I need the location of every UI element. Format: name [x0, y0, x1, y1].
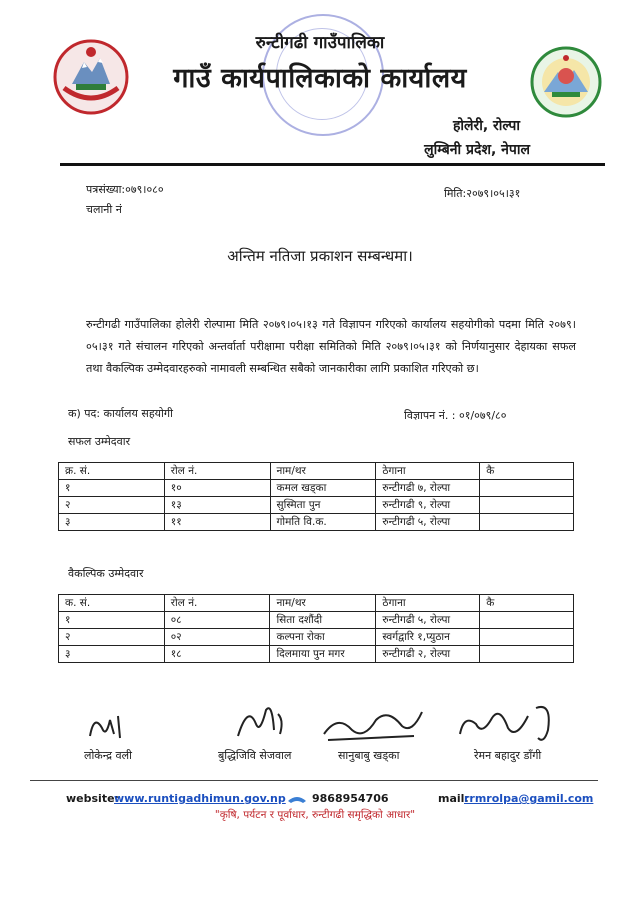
roll-cell: १३: [164, 497, 270, 514]
table-row: [59, 646, 574, 663]
website-link[interactable]: www.runtigadhimun.gov.np: [114, 792, 286, 805]
successful-title: सफल उम्मेदवार: [68, 435, 131, 448]
serial-cell: ३: [59, 646, 165, 663]
remarks-cell: [480, 612, 574, 629]
footer-divider: [30, 780, 598, 781]
address-cell: रुन्टीगढी ५, रोल्पा: [376, 514, 480, 531]
phone-icon: [286, 790, 308, 809]
serial-cell: १: [59, 480, 165, 497]
name-cell: गोमति वि.क.: [270, 514, 376, 531]
address-line-1: होलेरी, रोल्पा: [452, 118, 520, 134]
signatory-1: लोकेन्द्र वली: [84, 749, 132, 762]
header-cell: नाम/थर: [270, 463, 376, 480]
table-row: [59, 497, 574, 514]
name-cell: दिलमाया पुन मगर: [270, 646, 376, 663]
phone-number: 9868954706: [312, 792, 389, 805]
remarks-cell: [480, 480, 574, 497]
signatory-3: सानुबाबु खड्का: [338, 749, 400, 762]
signature-4: [452, 700, 562, 748]
signature-3: [318, 704, 428, 748]
letter-date: मिति:२०७९।०५।३१: [444, 187, 521, 200]
signatory-4: रेमन बहादुर डाँगी: [474, 749, 542, 762]
header-cell: ठेगाना: [376, 463, 480, 480]
roll-cell: ०८: [164, 612, 270, 629]
address-cell: रुन्टीगढी ७, रोल्पा: [376, 480, 480, 497]
header-cell: कै: [480, 463, 574, 480]
nepal-emblem-icon: [52, 38, 130, 116]
alternate-title: वैकल्पिक उम्मेदवार: [68, 567, 144, 580]
name-cell: कल्पना रोका: [270, 629, 376, 646]
municipality-slogan: "कृषि, पर्यटन र पूर्वाधार, रुन्टीगढी समृद्धिको आधार": [214, 809, 416, 821]
address-cell: रुन्टीगढी ५, रोल्पा: [376, 612, 480, 629]
serial-cell: १: [59, 612, 165, 629]
header-divider: [60, 163, 605, 166]
remarks-cell: [480, 497, 574, 514]
table-header-row: [59, 595, 574, 612]
header-cell: नाम/थर: [270, 595, 376, 612]
address-line-2: लुम्बिनी प्रदेश, नेपाल: [424, 142, 530, 158]
reference-number: पत्रसंख्या:०७९।०८०: [86, 183, 164, 196]
successful-table: [58, 462, 574, 531]
table-row: [59, 480, 574, 497]
serial-cell: २: [59, 629, 165, 646]
table-row: [59, 612, 574, 629]
name-cell: सिता दशौंदी: [270, 612, 376, 629]
advertisement-number: विज्ञापन नं. : ०१/०७९/८०: [404, 409, 507, 422]
office-title: गाउँ कार्यपालिकाको कार्यालय: [173, 63, 467, 94]
remarks-cell: [480, 629, 574, 646]
municipality-name: रुन्टीगढी गाउँपालिका: [255, 33, 385, 53]
roll-cell: ११: [164, 514, 270, 531]
table-row: [59, 629, 574, 646]
email-link[interactable]: rrmrolpa@gamil.com: [464, 792, 594, 805]
mail-label: mail:: [438, 792, 469, 805]
header-cell: क्र. सं.: [59, 463, 165, 480]
table-header-row: [59, 463, 574, 480]
website-label: website:: [66, 792, 119, 805]
signatory-2: बुद्धिजिवि सेजवाल: [218, 749, 292, 762]
header-cell: रोल नं.: [164, 595, 270, 612]
letter-body: रुन्टीगढी गाउँपालिका होलेरी रोल्पामा मिति २०७९।०५।१३ गते विज्ञापन गरिएको कार्यालय सहयोगीको पदमा मिति २०७९।०५।३१ गते संचालन गरिएको अन्तर्वार्ता परीक्षामा परीक्षा समितिको मिति २०७९।०५।३१ को निर्णयानुसार देहायका सफल तथा वैकल्पिक उम्मेदवारहरुको नामावली सम्बन्धित सबैको जानकारीका लागि प्रकाशित गरिएको छ।: [86, 318, 576, 375]
serial-cell: २: [59, 497, 165, 514]
subject-line: अन्तिम नतिजा प्रकाशन सम्बन्धमा।: [227, 247, 413, 265]
post-name: क) पद: कार्यालय सहयोगी: [68, 407, 173, 420]
dispatch-number: चलानी नं: [86, 203, 122, 216]
address-cell: रुन्टीगढी ९, रोल्पा: [376, 497, 480, 514]
address-cell: रुन्टीगढी २, रोल्पा: [376, 646, 480, 663]
signature-2: [230, 700, 290, 744]
header-cell: क. सं.: [59, 595, 165, 612]
signature-1: [80, 708, 140, 744]
name-cell: सुस्मिता पुन: [270, 497, 376, 514]
roll-cell: ०२: [164, 629, 270, 646]
serial-cell: ३: [59, 514, 165, 531]
table-row: [59, 514, 574, 531]
name-cell: कमल खड्का: [270, 480, 376, 497]
header-cell: ठेगाना: [376, 595, 480, 612]
remarks-cell: [480, 646, 574, 663]
header-cell: रोल नं.: [164, 463, 270, 480]
alternate-table: [58, 594, 574, 663]
remarks-cell: [480, 514, 574, 531]
address-cell: स्वर्गद्वारि १,प्युठान: [376, 629, 480, 646]
municipality-logo-icon: [530, 46, 602, 118]
header-cell: कै: [480, 595, 574, 612]
roll-cell: १०: [164, 480, 270, 497]
roll-cell: १८: [164, 646, 270, 663]
